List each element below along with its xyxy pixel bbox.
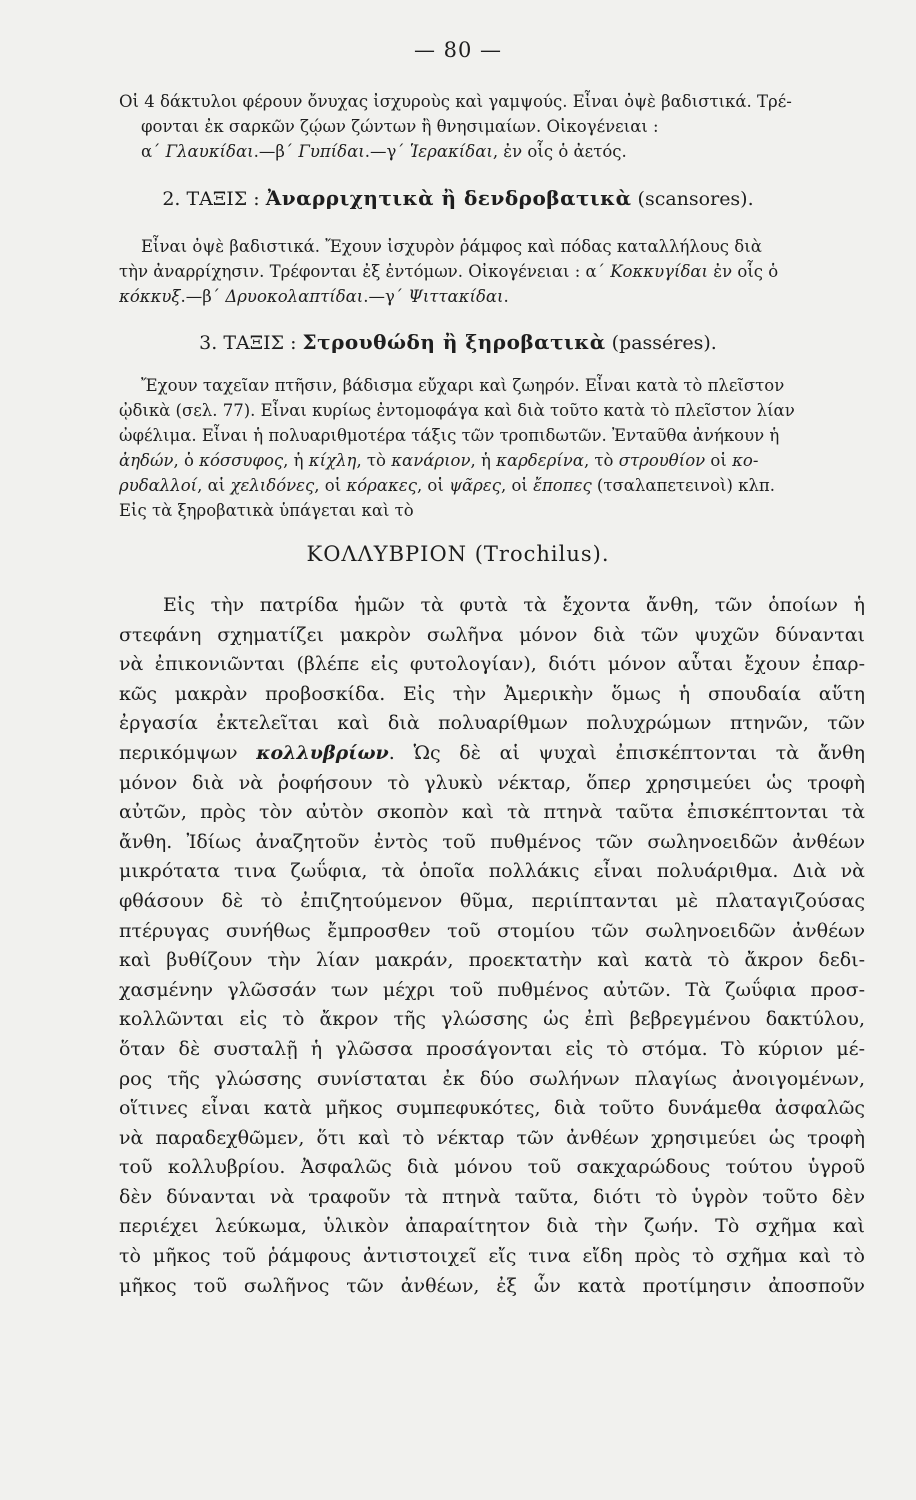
body-line: καὶ βυθίζουν τὴν λίαν μακράν, προεκτατὴν καὶ κατὰ τὸ ἄκρον δεδι-	[119, 949, 865, 972]
body-line: φθάσουν δὲ τὸ ἐπιζητούμενον θῦμα, περιίπτανται μὲ πλαταγιζούσας	[119, 889, 865, 912]
species-name: ἔποπες	[533, 476, 592, 495]
body-line: μικρότατα τινα ζωΰφια, τὰ ὁποῖα πολλάκις εἶναι πολυάριθμα. Διὰ νὰ	[119, 860, 865, 883]
paragraph-passerines	[119, 373, 863, 523]
body-line: μόνον διὰ νὰ ῥοφήσουν τὸ γλυκὺ νέκταρ, ὅπερ χρησιμεύει ὡς τροφὴ	[119, 771, 865, 794]
species-name: κόκκυξ	[119, 287, 181, 306]
body-line: Εἰς τὴν πατρίδα ἡμῶν τὰ φυτὰ τὰ ἔχοντα ἄνθη, τῶν ὁποίων ἡ	[163, 594, 865, 616]
family-name: Γυπίδαι	[298, 142, 365, 161]
species-name: κόσσυφος	[199, 451, 284, 470]
body-line: κῶς μακρὰν προβοσκίδα. Εἰς τὴν Ἀμερικὴν ὅμως ἡ σπουδαία αὕτη	[119, 682, 865, 705]
body-line: ρος τῆς γλώσσης συνίσταται ἐκ δύο σωλήνων πλαγίως ἀνοιγομένων,	[119, 1067, 865, 1090]
text-line: Εἰς τὰ ξηροβατικὰ ὑπάγεται καὶ τὸ	[119, 501, 414, 520]
species-line: ρυδαλλοί, αἱ χελιδόνες, οἱ κόρακες, οἱ ψᾶρες, οἱ ἔποπες (τσαλαπετεινοὶ) κλπ.	[119, 476, 776, 495]
family-name: Ψιττακίδαι	[408, 287, 504, 306]
species-name: κόρακες	[346, 476, 417, 495]
body-line: τοῦ κολλυβρίου. Ἀσφαλῶς διὰ μόνου τοῦ σακχαρώδους τούτου ὑγροῦ	[119, 1156, 865, 1179]
body-line: στεφάνη σχηματίζει μακρὸν σωλῆνα μόνον διὰ τῶν ψυχῶν δύνανται	[119, 623, 865, 646]
body-line: κολλῶνται εἰς τὸ ἄκρον τῆς γλώσσης ὡς ἐπὶ βεβρεγμένου δακτύλου,	[119, 1008, 865, 1031]
family-name: Δρυοκολαπτίδαι	[225, 287, 364, 306]
body-line: περιέχει λεύκωμα, ὑλικὸν ἀπαραίτητον διὰ τὴν ζωήν. Τὸ σχῆμα καὶ	[119, 1215, 865, 1238]
body-line: μῆκος τοῦ σωλῆνος τῶν ἀνθέων, ἐξ ὧν κατὰ προτίμησιν ἀποσποῦν	[119, 1274, 865, 1297]
text-line: φονται ἐκ σαρκῶν ζῴων ζώντων ἢ θνησιμαίων. Οἰκογένειαι :	[141, 117, 659, 136]
body-line: περικόμψων κολλυβρίων. Ὡς δὲ αἱ ψυχαὶ ἐπισκέπτονται τὰ ἄνθη	[119, 741, 865, 764]
text-line: τὴν ἀναρρίχησιν. Τρέφονται ἐξ ἐντόμων. Οἰκογένειαι : α΄ Κοκκυγίδαι ἐν οἷς ὁ	[119, 262, 779, 281]
family-name: Γλαυκίδαι	[165, 142, 254, 161]
order-name: Ἀναρριχητικὰ ἢ δενδροβατικὰ	[265, 186, 632, 210]
body-line: χασμένην γλῶσσάν των μέχρι τοῦ πυθμένος αὐτῶν. Τὰ ζωΰφια προσ-	[119, 978, 865, 1001]
body-line: αὐτῶν, πρὸς τὸν αὐτὸν σκοπὸν καὶ τὰ πτηνὰ ταῦτα ἐπισκέπτονται τὰ	[119, 801, 865, 824]
text-line: ὠφέλιμα. Εἶναι ἡ πολυαριθμοτέρα τάξις τῶν τροπιδωτῶν. Ἐνταῦθα ἀνήκουν ἡ	[119, 426, 780, 445]
body-line: νὰ ἐπικονιῶνται (βλέπε εἰς φυτολογίαν), διότι μόνον αὗται ἔχουν ἐπαρ-	[119, 653, 865, 676]
paragraph-birds-of-prey	[119, 89, 863, 164]
body-line: νὰ παραδεχθῶμεν, ὅτι καὶ τὸ νέκταρ τῶν ἀνθέων χρησιμεύει ὡς τροφὴ	[119, 1126, 865, 1149]
text-line: Εἶναι ὀψὲ βαδιστικά. Ἔχουν ἰσχυρὸν ῥάμφος καὶ πόδας καταλλήλους διὰ	[141, 237, 762, 256]
family-name: Ἱερακίδαι	[409, 142, 493, 161]
species-name: κανάριον	[391, 451, 471, 470]
body-line: δὲν δύνανται νὰ τραφοῦν τὰ πτηνὰ ταῦτα, διότι τὸ ὑγρὸν τοῦτο δὲν	[119, 1185, 865, 1208]
order-name: Στρουθώδη ἢ ξηροβατικὰ	[302, 330, 606, 354]
body-line: οἵτινες εἶναι κατὰ μῆκος συμπεφυκότες, διὰ τοῦτο δυνάμεθα ἀσφαλῶς	[119, 1097, 865, 1120]
species-line: ἀηδών, ὁ κόσσυφος, ἡ κίχλη, τὸ κανάριον, ἡ καρδερίνα, τὸ στρουθίον οἱ κο-	[119, 451, 759, 470]
species-name: ψᾶρες	[449, 476, 501, 495]
species-name: καρδερίνα	[496, 451, 584, 470]
families-line: α΄ Γλαυκίδαι.—β΄ Γυπίδαι.—γ΄ Ἱερακίδαι, ἐν οἷς ὁ ἀετός.	[141, 142, 627, 161]
article-title: ΚΟΛΛΥΒΡΙΟΝ (Trochilus).	[306, 542, 610, 566]
species-name: στρουθίον	[618, 451, 706, 470]
species-name: κο-	[732, 451, 759, 470]
emphasized-term: κολλυβρίων	[256, 741, 389, 764]
species-name: χελιδόνες	[230, 476, 315, 495]
species-name: ἀηδών	[119, 451, 174, 470]
body-line: ἐργασία ἐκτελεῖται καὶ διὰ πολυαρίθμων πολυχρώμων πτηνῶν, τῶν	[119, 712, 865, 735]
section-heading-order-3: 3. ΤΑΞΙΣ : Στρουθώδη ἢ ξηροβατικὰ (passéres).	[199, 330, 717, 354]
family-name: Κοκκυγίδαι	[610, 262, 709, 281]
body-line: πτέρυγας συνήθως ἔμπροσθεν τοῦ στομίου τῶν σωληνοειδῶν ἀνθέων	[119, 919, 865, 942]
text-line: κόκκυξ.—β΄ Δρυοκολαπτίδαι.—γ΄ Ψιττακίδαι.	[119, 287, 509, 306]
species-name: ρυδαλλοί	[119, 476, 198, 495]
text-line: Οἱ 4 δάκτυλοι φέρουν ὄνυχας ἰσχυροὺς καὶ γαμψούς. Εἶναι ὀψὲ βαδιστικά. Τρέ-	[119, 92, 792, 111]
article-body	[119, 591, 865, 1301]
page-number: — 80 —	[413, 38, 503, 62]
species-name: κίχλη	[308, 451, 357, 470]
body-line: ὅταν δὲ συσταλῇ ἡ γλῶσσα προσάγονται εἰς τὸ στόμα. Τὸ κύριον μέ-	[119, 1037, 865, 1060]
body-line: ἄνθη. Ἰδίως ἀναζητοῦν ἐντὸς τοῦ πυθμένος τῶν σωληνοειδῶν ἀνθέων	[119, 830, 865, 853]
text-line: Ἔχουν ταχεῖαν πτῆσιν, βάδισμα εὔχαρι καὶ ζωηρόν. Εἶναι κατὰ τὸ πλεῖστον	[141, 376, 785, 395]
section-heading-order-2: 2. ΤΑΞΙΣ : Ἀναρριχητικὰ ἢ δενδροβατικὰ (scansores).	[162, 186, 754, 210]
body-line: τὸ μῆκος τοῦ ῥάμφους ἀντιστοιχεῖ εἴς τινα εἴδη πρὸς τὸ σχῆμα καὶ τὸ	[119, 1245, 865, 1268]
paragraph-climbers	[119, 234, 863, 309]
text-line: ᾠδικὰ (σελ. 77). Εἶναι κυρίως ἐντομοφάγα καὶ διὰ τοῦτο κατὰ τὸ πλεῖστον λίαν	[119, 401, 795, 420]
